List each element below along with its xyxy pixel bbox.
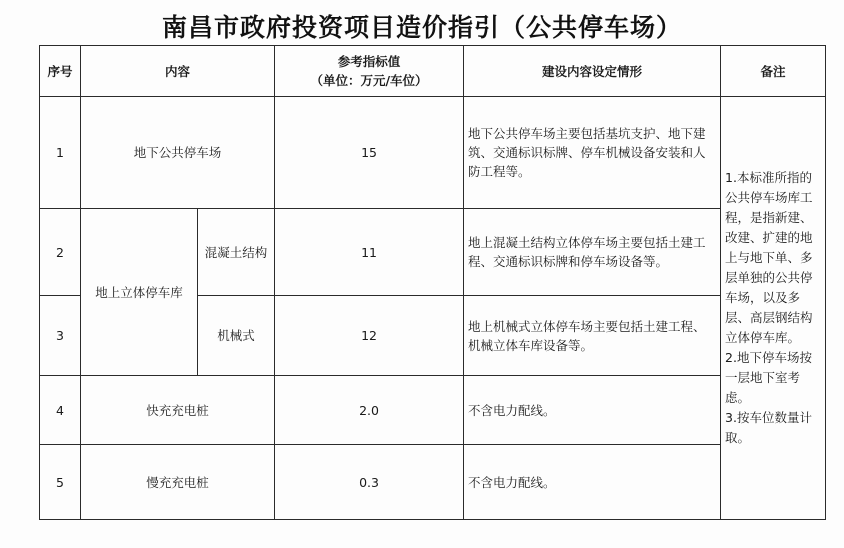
row-value: 12	[275, 296, 464, 376]
remark-line-1: 1.本标准所指的公共停车场库工程，是指新建、改建、扩建的地上与地下单、多层单独的公共停车场，以及多层、高层钢结构立体停车库。	[725, 170, 813, 345]
row-seq: 5	[40, 445, 81, 520]
row-desc: 不含电力配线。	[464, 376, 721, 445]
header-scope: 建设内容设定情形	[464, 46, 721, 97]
row-value: 11	[275, 209, 464, 296]
row-content: 慢充充电桩	[81, 445, 275, 520]
table-row	[40, 376, 826, 445]
row-value: 15	[275, 97, 464, 209]
row-group: 地上立体停车库	[81, 209, 198, 376]
row-value: 0.3	[275, 445, 464, 520]
row-seq: 1	[40, 97, 81, 209]
row-content: 快充充电桩	[81, 376, 275, 445]
header-content: 内容	[81, 46, 275, 97]
row-desc: 地上机械式立体停车场主要包括土建工程、机械立体车库设备等。	[464, 296, 721, 376]
row-seq: 4	[40, 376, 81, 445]
row-desc: 地下公共停车场主要包括基坑支护、地下建筑、交通标识标牌、停车机械设备安装和人防工程等。	[464, 97, 721, 209]
remark-line-2: 2.地下停车场按一层地下室考虑。	[725, 350, 812, 405]
row-value: 2.0	[275, 376, 464, 445]
header-indicator-unit: （单位：万元/车位）	[310, 73, 428, 88]
row-seq: 3	[40, 296, 81, 376]
header-indicator-title: 参考指标值	[337, 54, 401, 69]
table-row	[40, 209, 826, 296]
remark-line-3: 3.按车位数量计取。	[725, 410, 812, 445]
row-sub: 混凝土结构	[198, 209, 275, 296]
row-seq: 2	[40, 209, 81, 296]
row-content: 地下公共停车场	[81, 97, 275, 209]
table-row	[40, 97, 826, 209]
header-remark: 备注	[721, 46, 826, 97]
price-guide-table	[39, 45, 826, 520]
row-desc: 不含电力配线。	[464, 445, 721, 520]
header-seq: 序号	[40, 46, 81, 97]
header-indicator	[275, 46, 464, 97]
page-title: 南昌市政府投资项目造价指引（公共停车场）	[161, 13, 682, 42]
header-row	[40, 46, 826, 97]
row-desc: 地上混凝土结构立体停车场主要包括土建工程、交通标识标牌和停车场设备等。	[464, 209, 721, 296]
row-sub: 机械式	[198, 296, 275, 376]
remark-cell	[721, 97, 826, 520]
table-row	[40, 445, 826, 520]
